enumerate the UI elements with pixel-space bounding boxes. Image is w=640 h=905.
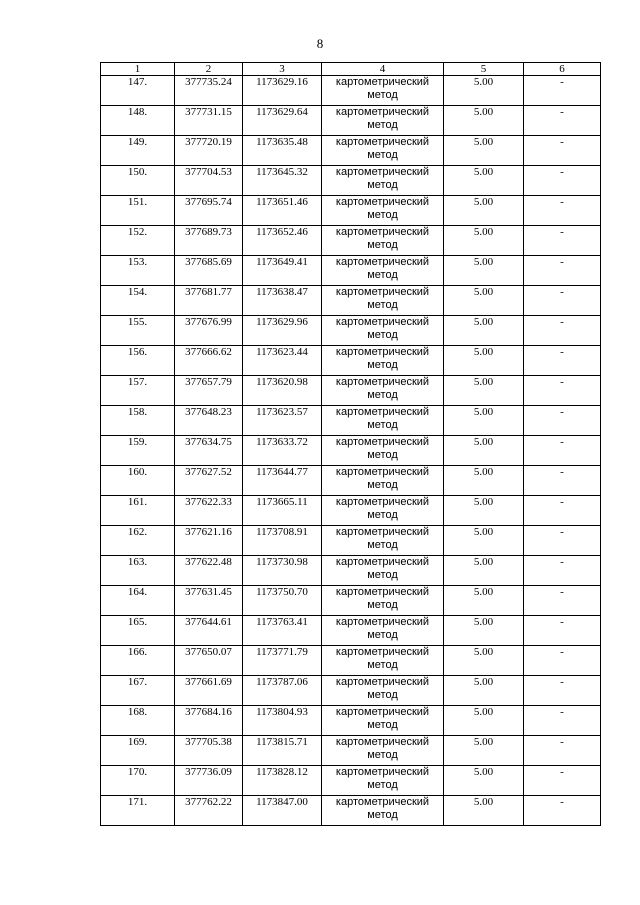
table-row xyxy=(101,616,601,646)
point-number-cell: 153. xyxy=(101,256,175,286)
x-coordinate-cell: 377705.38 xyxy=(175,736,243,766)
y-coordinate-cell: 1173629.16 xyxy=(243,76,322,106)
table-row xyxy=(101,196,601,226)
accuracy-cell: 5.00 xyxy=(444,556,524,586)
x-coordinate-cell: 377689.73 xyxy=(175,226,243,256)
method-cell: картометрический метод xyxy=(322,196,444,226)
method-cell: картометрический метод xyxy=(322,676,444,706)
point-number-cell: 163. xyxy=(101,556,175,586)
method-cell: картометрический метод xyxy=(322,796,444,826)
x-coordinate-cell: 377622.33 xyxy=(175,496,243,526)
method-cell: картометрический метод xyxy=(322,316,444,346)
table-row xyxy=(101,226,601,256)
x-coordinate-cell: 377736.09 xyxy=(175,766,243,796)
method-cell: картометрический метод xyxy=(322,766,444,796)
point-number-cell: 154. xyxy=(101,286,175,316)
method-cell: картометрический метод xyxy=(322,166,444,196)
page-number: 8 xyxy=(316,36,324,51)
accuracy-cell: 5.00 xyxy=(444,76,524,106)
x-coordinate-cell: 377648.23 xyxy=(175,406,243,436)
table-row xyxy=(101,136,601,166)
x-coordinate-cell: 377681.77 xyxy=(175,286,243,316)
point-number-cell: 169. xyxy=(101,736,175,766)
accuracy-cell: 5.00 xyxy=(444,766,524,796)
y-coordinate-cell: 1173649.41 xyxy=(243,256,322,286)
point-number-cell: 160. xyxy=(101,466,175,496)
accuracy-cell: 5.00 xyxy=(444,496,524,526)
y-coordinate-cell: 1173629.96 xyxy=(243,316,322,346)
y-coordinate-cell: 1173847.00 xyxy=(243,796,322,826)
note-cell: - xyxy=(524,796,601,826)
x-coordinate-cell: 377644.61 xyxy=(175,616,243,646)
accuracy-cell: 5.00 xyxy=(444,706,524,736)
x-coordinate-cell: 377731.15 xyxy=(175,106,243,136)
table-body xyxy=(101,76,601,826)
method-cell: картометрический метод xyxy=(322,346,444,376)
y-coordinate-cell: 1173620.98 xyxy=(243,376,322,406)
x-coordinate-cell: 377685.69 xyxy=(175,256,243,286)
note-cell: - xyxy=(524,226,601,256)
point-number-cell: 164. xyxy=(101,586,175,616)
y-coordinate-cell: 1173623.57 xyxy=(243,406,322,436)
y-coordinate-cell: 1173815.71 xyxy=(243,736,322,766)
method-cell: картометрический метод xyxy=(322,376,444,406)
accuracy-cell: 5.00 xyxy=(444,676,524,706)
x-coordinate-cell: 377676.99 xyxy=(175,316,243,346)
x-coordinate-cell: 377704.53 xyxy=(175,166,243,196)
point-number-cell: 150. xyxy=(101,166,175,196)
point-number-cell: 151. xyxy=(101,196,175,226)
note-cell: - xyxy=(524,106,601,136)
point-number-cell: 147. xyxy=(101,76,175,106)
method-cell: картометрический метод xyxy=(322,616,444,646)
y-coordinate-cell: 1173652.46 xyxy=(243,226,322,256)
table-row xyxy=(101,316,601,346)
accuracy-cell: 5.00 xyxy=(444,646,524,676)
x-coordinate-cell: 377720.19 xyxy=(175,136,243,166)
note-cell: - xyxy=(524,76,601,106)
accuracy-cell: 5.00 xyxy=(444,196,524,226)
accuracy-cell: 5.00 xyxy=(444,406,524,436)
point-number-cell: 165. xyxy=(101,616,175,646)
note-cell: - xyxy=(524,166,601,196)
table-row xyxy=(101,106,601,136)
accuracy-cell: 5.00 xyxy=(444,376,524,406)
table-row xyxy=(101,646,601,676)
note-cell: - xyxy=(524,286,601,316)
method-cell: картометрический метод xyxy=(322,406,444,436)
method-cell: картометрический метод xyxy=(322,466,444,496)
table-row xyxy=(101,556,601,586)
x-coordinate-cell: 377634.75 xyxy=(175,436,243,466)
x-coordinate-cell: 377666.62 xyxy=(175,346,243,376)
point-number-cell: 166. xyxy=(101,646,175,676)
point-number-cell: 171. xyxy=(101,796,175,826)
note-cell: - xyxy=(524,496,601,526)
accuracy-cell: 5.00 xyxy=(444,526,524,556)
column-header-6: 6 xyxy=(524,63,601,76)
point-number-cell: 148. xyxy=(101,106,175,136)
note-cell: - xyxy=(524,406,601,436)
table-row xyxy=(101,466,601,496)
note-cell: - xyxy=(524,376,601,406)
note-cell: - xyxy=(524,736,601,766)
y-coordinate-cell: 1173750.70 xyxy=(243,586,322,616)
table-header-row xyxy=(101,63,601,76)
y-coordinate-cell: 1173633.72 xyxy=(243,436,322,466)
method-cell: картометрический метод xyxy=(322,256,444,286)
x-coordinate-cell: 377657.79 xyxy=(175,376,243,406)
table-row xyxy=(101,436,601,466)
method-cell: картометрический метод xyxy=(322,706,444,736)
column-header-3: 3 xyxy=(243,63,322,76)
point-number-cell: 168. xyxy=(101,706,175,736)
method-cell: картометрический метод xyxy=(322,646,444,676)
table-row xyxy=(101,736,601,766)
note-cell: - xyxy=(524,646,601,676)
accuracy-cell: 5.00 xyxy=(444,586,524,616)
x-coordinate-cell: 377622.48 xyxy=(175,556,243,586)
table-row xyxy=(101,766,601,796)
x-coordinate-cell: 377650.07 xyxy=(175,646,243,676)
accuracy-cell: 5.00 xyxy=(444,316,524,346)
table-row xyxy=(101,166,601,196)
accuracy-cell: 5.00 xyxy=(444,736,524,766)
y-coordinate-cell: 1173644.77 xyxy=(243,466,322,496)
method-cell: картометрический метод xyxy=(322,556,444,586)
y-coordinate-cell: 1173635.48 xyxy=(243,136,322,166)
point-number-cell: 159. xyxy=(101,436,175,466)
point-number-cell: 149. xyxy=(101,136,175,166)
accuracy-cell: 5.00 xyxy=(444,106,524,136)
y-coordinate-cell: 1173771.79 xyxy=(243,646,322,676)
method-cell: картометрический метод xyxy=(322,736,444,766)
table-row xyxy=(101,76,601,106)
note-cell: - xyxy=(524,346,601,376)
y-coordinate-cell: 1173623.44 xyxy=(243,346,322,376)
method-cell: картометрический метод xyxy=(322,526,444,556)
note-cell: - xyxy=(524,526,601,556)
note-cell: - xyxy=(524,196,601,226)
note-cell: - xyxy=(524,316,601,346)
note-cell: - xyxy=(524,706,601,736)
x-coordinate-cell: 377631.45 xyxy=(175,586,243,616)
method-cell: картометрический метод xyxy=(322,496,444,526)
point-number-cell: 161. xyxy=(101,496,175,526)
x-coordinate-cell: 377762.22 xyxy=(175,796,243,826)
note-cell: - xyxy=(524,466,601,496)
y-coordinate-cell: 1173828.12 xyxy=(243,766,322,796)
point-number-cell: 170. xyxy=(101,766,175,796)
y-coordinate-cell: 1173665.11 xyxy=(243,496,322,526)
table-row xyxy=(101,286,601,316)
table-row xyxy=(101,706,601,736)
method-cell: картометрический метод xyxy=(322,226,444,256)
column-header-5: 5 xyxy=(444,63,524,76)
accuracy-cell: 5.00 xyxy=(444,256,524,286)
point-number-cell: 156. xyxy=(101,346,175,376)
method-cell: картометрический метод xyxy=(322,106,444,136)
method-cell: картометрический метод xyxy=(322,286,444,316)
y-coordinate-cell: 1173651.46 xyxy=(243,196,322,226)
column-header-2: 2 xyxy=(175,63,243,76)
x-coordinate-cell: 377627.52 xyxy=(175,466,243,496)
y-coordinate-cell: 1173804.93 xyxy=(243,706,322,736)
accuracy-cell: 5.00 xyxy=(444,796,524,826)
coordinates-table xyxy=(100,62,601,826)
note-cell: - xyxy=(524,616,601,646)
table-row xyxy=(101,586,601,616)
note-cell: - xyxy=(524,676,601,706)
point-number-cell: 155. xyxy=(101,316,175,346)
x-coordinate-cell: 377661.69 xyxy=(175,676,243,706)
point-number-cell: 158. xyxy=(101,406,175,436)
x-coordinate-cell: 377621.16 xyxy=(175,526,243,556)
table-row xyxy=(101,256,601,286)
table-row xyxy=(101,796,601,826)
method-cell: картометрический метод xyxy=(322,136,444,166)
column-header-1: 1 xyxy=(101,63,175,76)
column-header-4: 4 xyxy=(322,63,444,76)
y-coordinate-cell: 1173730.98 xyxy=(243,556,322,586)
accuracy-cell: 5.00 xyxy=(444,136,524,166)
accuracy-cell: 5.00 xyxy=(444,436,524,466)
table-row xyxy=(101,676,601,706)
accuracy-cell: 5.00 xyxy=(444,346,524,376)
accuracy-cell: 5.00 xyxy=(444,286,524,316)
table-row xyxy=(101,376,601,406)
y-coordinate-cell: 1173708.91 xyxy=(243,526,322,556)
point-number-cell: 167. xyxy=(101,676,175,706)
note-cell: - xyxy=(524,256,601,286)
point-number-cell: 162. xyxy=(101,526,175,556)
accuracy-cell: 5.00 xyxy=(444,226,524,256)
y-coordinate-cell: 1173763.41 xyxy=(243,616,322,646)
y-coordinate-cell: 1173645.32 xyxy=(243,166,322,196)
note-cell: - xyxy=(524,586,601,616)
method-cell: картометрический метод xyxy=(322,76,444,106)
method-cell: картометрический метод xyxy=(322,436,444,466)
x-coordinate-cell: 377735.24 xyxy=(175,76,243,106)
accuracy-cell: 5.00 xyxy=(444,166,524,196)
table-row xyxy=(101,406,601,436)
y-coordinate-cell: 1173787.06 xyxy=(243,676,322,706)
accuracy-cell: 5.00 xyxy=(444,466,524,496)
note-cell: - xyxy=(524,436,601,466)
table-row xyxy=(101,496,601,526)
y-coordinate-cell: 1173638.47 xyxy=(243,286,322,316)
table-row xyxy=(101,346,601,376)
note-cell: - xyxy=(524,136,601,166)
accuracy-cell: 5.00 xyxy=(444,616,524,646)
note-cell: - xyxy=(524,556,601,586)
note-cell: - xyxy=(524,766,601,796)
point-number-cell: 157. xyxy=(101,376,175,406)
point-number-cell: 152. xyxy=(101,226,175,256)
table-row xyxy=(101,526,601,556)
x-coordinate-cell: 377684.16 xyxy=(175,706,243,736)
y-coordinate-cell: 1173629.64 xyxy=(243,106,322,136)
x-coordinate-cell: 377695.74 xyxy=(175,196,243,226)
method-cell: картометрический метод xyxy=(322,586,444,616)
